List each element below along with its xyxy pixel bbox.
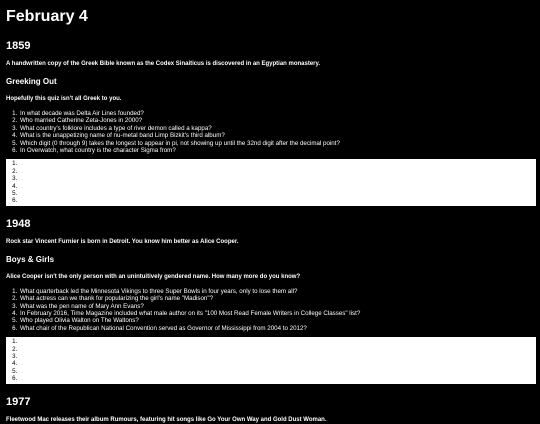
question-item: 5. Which digit (0 through 9) takes the longest to appear in pi, not showing up until the 32nd digit after the decimal point? (19, 140, 534, 147)
quiz-title: Greeking Out (6, 77, 57, 86)
answer-slot[interactable] (19, 368, 536, 375)
answer-slot[interactable] (19, 168, 536, 175)
question-item: 6. In Overwatch, what country is the character Sigma from? (19, 147, 534, 154)
question-list (6, 288, 534, 332)
question-item: 4. In February 2016, Time Magazine included what male author on its "100 Most Read Female Writers in College Classes" list? (19, 310, 534, 317)
answer-slot[interactable] (19, 160, 536, 167)
year-heading: 1859 (6, 40, 31, 52)
quiz-title: Boys & Girls (6, 254, 55, 264)
answer-list (6, 338, 536, 382)
question-item: 5. Who played Olivia Walton on The Waltons? (19, 317, 534, 324)
event-description: Rock star Vincent Furnier is born in Detroit. You know him better as Alice Cooper. (6, 238, 239, 245)
question-list (6, 110, 534, 154)
year-heading: 1977 (6, 395, 31, 408)
year-heading: 1948 (6, 217, 31, 230)
answer-slot[interactable] (19, 190, 536, 197)
quiz-intro: Alice Cooper isn't the only person with an unintuitively gendered name. How many more do you know? (6, 273, 301, 280)
event-description: A handwritten copy of the Greek Bible known as the Codex Sinaiticus is discovered in an Egyptian monastery. (6, 61, 321, 67)
event-description: Fleetwood Mac releases their album Rumours, featuring hit songs like Go Your Own Way and Gold Dust Woman. (6, 416, 327, 423)
question-item: 3. What country's folklore includes a type of river demon called a kappa? (19, 125, 534, 132)
year-section-1859 (6, 40, 534, 206)
answer-slot[interactable] (19, 175, 536, 182)
answer-box[interactable] (6, 337, 536, 383)
question-item: 2. What actress can we thank for popularizing the girl's name "Madison"? (19, 295, 534, 302)
answer-slot[interactable] (19, 183, 536, 190)
question-item: 1. In what decade was Delta Air Lines founded? (19, 110, 534, 117)
page-title: February 4 (6, 8, 88, 25)
answer-slot[interactable] (19, 353, 536, 360)
answer-box[interactable] (6, 159, 536, 205)
question-item: 2. Who married Catherine Zeta-Jones in 2000? (19, 117, 534, 124)
question-item: 1. What quarterback led the Minnesota Vikings to three Super Bowls in four years, only to lose them all? (19, 288, 534, 295)
answer-slot[interactable] (19, 375, 536, 382)
year-section-1977 (6, 396, 534, 424)
quiz-intro: Hopefully this quiz isn't all Greek to you. (6, 96, 122, 102)
question-item: 3. What was the pen name of Mary Ann Evans? (19, 303, 534, 310)
question-item: 4. What is the unappetizing name of nu-metal band Limp Bizkit's third album? (19, 132, 534, 139)
answer-slot[interactable] (19, 338, 536, 345)
question-item: 6. What chair of the Republican National Convention served as Governor of Mississippi from 2004 to 2012? (19, 325, 534, 332)
answer-slot[interactable] (19, 197, 536, 204)
answer-slot[interactable] (19, 360, 536, 367)
year-section-1948 (6, 218, 534, 384)
answer-list (6, 160, 536, 204)
answer-slot[interactable] (19, 346, 536, 353)
